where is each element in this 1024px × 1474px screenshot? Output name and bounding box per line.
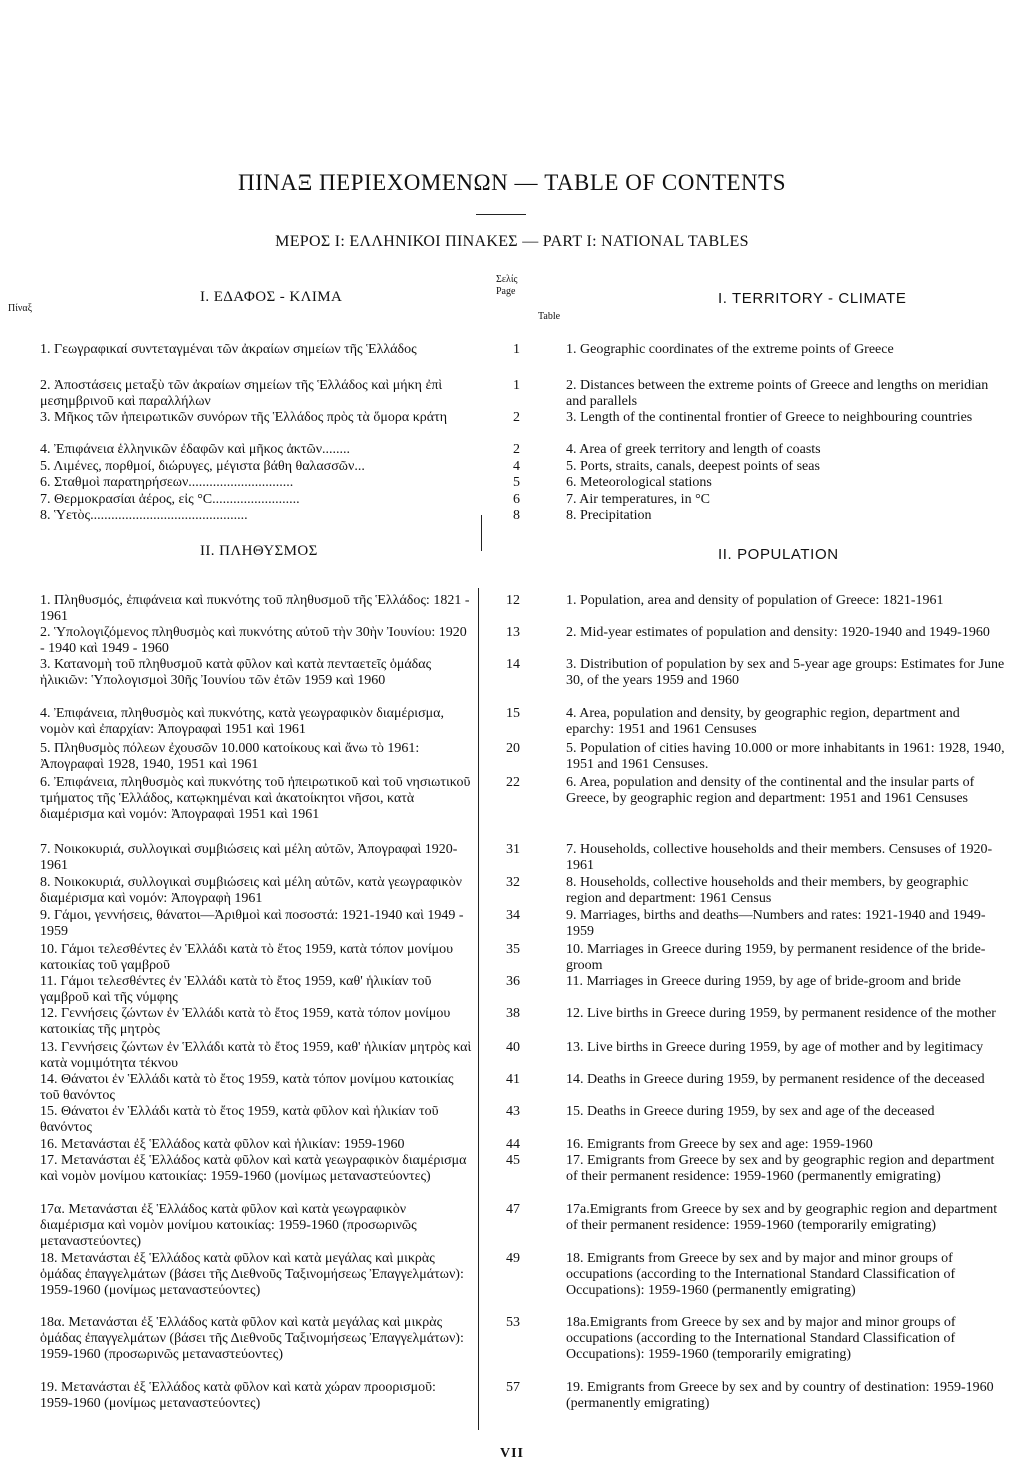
toc-entry-greek: 3. Μῆκος τῶν ἠπειρωτικῶν συνόρων τῆς Ἑλλάδος πρὸς τὰ ὅμορα κράτη	[40, 410, 448, 425]
toc-entry-page: 49	[506, 1251, 520, 1266]
toc-entry-page: 14	[506, 657, 520, 672]
toc-entry-english: 18. Emigrants from Greece by sex and by major and minor groups of occupations (according to the International Standard Classification of Occupations): 1959-1960 (permanently emigrating)	[566, 1251, 956, 1298]
toc-entry-page: 38	[506, 1006, 520, 1021]
toc-entry-greek: 7. Νοικοκυριά, συλλογικαὶ συμβιώσεις καὶ μέλη αὐτῶν, Ἀπογραφαὶ 1920-1961	[40, 842, 458, 873]
toc-entry-english: 1. Population, area and density of population of Greece: 1821-1961	[566, 593, 944, 608]
toc-entry-greek: 8. Ὑετὸς.............................................	[40, 508, 248, 523]
toc-entry-greek: 2. Ὑπολογιζόμενος πληθυσμὸς καὶ πυκνότης αὐτοῦ τὴν 30ὴν Ἰουνίου: 1920 - 1940 καὶ 1949 - 1960	[40, 625, 467, 656]
toc-entry-page: 41	[506, 1072, 520, 1087]
toc-entry-page: 8	[513, 508, 520, 523]
toc-entry-page: 22	[506, 775, 520, 790]
toc-entry-page: 44	[506, 1137, 520, 1152]
toc-entry-greek: 5. Πληθυσμὸς πόλεων ἐχουσῶν 10.000 κατοίκους καὶ ἄνω τὸ 1961: Ἀπογραφαὶ 1928, 1940, 1951 καὶ 1961	[40, 741, 420, 772]
toc-entry-english: 6. Area, population and density of the continental and the insular parts of Greece, by geographic region and department: 1951 and 1961 Censuses	[566, 775, 975, 806]
toc-entry-greek: 13. Γεννήσεις ζώντων ἐν Ἑλλάδι κατὰ τὸ ἔτος 1959, καθ' ἡλικίαν μητρὸς καὶ κατὰ νομιμότητα τέκνου	[40, 1040, 472, 1071]
toc-entry-greek: 7. Θερμοκρασίαι ἀέρος, εἰς °C.........................	[40, 492, 300, 507]
section2-heading-english: II. POPULATION	[718, 546, 839, 563]
toc-entry-greek: 19. Μετανάσται ἐξ Ἑλλάδος κατὰ φῦλον καὶ κατὰ χώραν προορισμοῦ: 1959-1960 (μονίμως μεταναστεύοντες)	[40, 1380, 436, 1411]
footer-page-number: VII	[500, 1446, 525, 1461]
toc-entry-greek: 10. Γάμοι τελεσθέντες ἐν Ἑλλάδι κατὰ τὸ ἔτος 1959, κατὰ τόπον μονίμου κατοικίας τοῦ γαμβροῦ	[40, 942, 454, 973]
toc-entry-page: 12	[506, 593, 520, 608]
toc-entry-greek: 4. Ἐπιφάνεια ἑλληνικῶν ἐδαφῶν καὶ μῆκος ἀκτῶν........	[40, 442, 351, 457]
toc-entry-greek: 17α. Μετανάσται ἐξ Ἑλλάδος κατὰ φῦλον καὶ κατὰ γεωγραφικὸν διαμέρισμα καὶ νομὸν μονίμου κατοικίας: 1959-1960 (προσωρινῶς μεταναστεύοντες)	[40, 1202, 417, 1249]
toc-entry-page: 47	[506, 1202, 520, 1217]
toc-entry-english: 8. Precipitation	[566, 508, 652, 523]
toc-entry-page: 5	[513, 475, 520, 490]
column-header-greek-table: Πίναξ	[8, 303, 33, 314]
toc-entry-page: 34	[506, 908, 520, 923]
column-header-page-english: Page	[496, 286, 516, 297]
toc-entry-greek: 18. Μετανάσται ἐξ Ἑλλάδος κατὰ φῦλον καὶ κατὰ μεγάλας καὶ μικρὰς ὁμάδας ἐπαγγελμάτων (βάσει τῆς Διεθνοῦς Ταξινομήσεως Ἐπαγγελμάτων): 1959-1960 (μονίμως μεταναστεύοντες)	[40, 1251, 464, 1298]
toc-entry-english: 13. Live births in Greece during 1959, by age of mother and by legitimacy	[566, 1040, 984, 1055]
toc-entry-english: 7. Air temperatures, in °C	[566, 492, 711, 507]
toc-entry-greek: 6. Ἐπιφάνεια, πληθυσμὸς καὶ πυκνότης τοῦ ἠπειρωτικοῦ καὶ τοῦ νησιωτικοῦ τμήματος τῆς Ἑλλάδος, κατῳκημέναι καὶ ἀκατοίκητοι νῆσοι, κατὰ διαμέρισμα καὶ νομόν: Ἀπογραφαὶ 1951 καὶ 1961	[40, 775, 471, 822]
toc-entry-page: 35	[506, 942, 520, 957]
toc-entry-english: 4. Area of greek territory and length of coasts	[566, 442, 821, 457]
toc-entry-greek: 6. Σταθμοὶ παρατηρήσεων..............................	[40, 475, 294, 490]
toc-entry-page: 43	[506, 1104, 520, 1119]
toc-entry-english: 1. Geographic coordinates of the extreme points of Greece	[566, 342, 894, 357]
toc-entry-greek: 9. Γάμοι, γεννήσεις, θάνατοι—Ἀριθμοὶ καὶ ποσοστά: 1921-1940 καὶ 1949 - 1959	[40, 908, 464, 939]
section1-heading-greek: I. ΕΔΑΦΟΣ - ΚΛΙΜΑ	[200, 289, 343, 305]
toc-entry-page: 36	[506, 974, 520, 989]
toc-entry-english: 19. Emigrants from Greece by sex and by country of destination: 1959-1960 (permanently emigrating)	[566, 1380, 994, 1411]
toc-entry-page: 20	[506, 741, 520, 756]
toc-entry-page: 2	[513, 410, 520, 425]
toc-entry-greek: 2. Ἀποστάσεις μεταξὺ τῶν ἀκραίων σημείων τῆς Ἑλλάδος καὶ μήκη ἐπὶ μεσημβρινοῦ καὶ παραλλήλων	[40, 378, 443, 409]
toc-entry-page: 40	[506, 1040, 520, 1055]
toc-entry-page: 45	[506, 1153, 520, 1168]
toc-entry-english: 17. Emigrants from Greece by sex and by geographic region and department of their permanent residence: 1959-1960 (permanently emigrating)	[566, 1153, 995, 1184]
toc-entry-english: 5. Population of cities having 10.000 or more inhabitants in 1961: 1928, 1940, 1951 and 1961 Censuses.	[566, 741, 1005, 772]
toc-entry-page: 1	[513, 378, 520, 393]
toc-entry-english: 3. Distribution of population by sex and 5-year age groups: Estimates for June 30, of the years 1959 and 1960	[566, 657, 1005, 688]
toc-entry-page: 1	[513, 342, 520, 357]
toc-entry-english: 7. Households, collective households and their members. Censuses of 1920-1961	[566, 842, 993, 873]
toc-entry-greek: 18α. Μετανάσται ἐξ Ἑλλάδος κατὰ φῦλον καὶ κατὰ μεγάλας καὶ μικρὰς ὁμάδας ἐπαγγελμάτων (βάσει τῆς Διεθνοῦς Ταξινομήσεως Ἐπαγγελμάτων): 1959-1960 (προσωρινῶς μεταναστεύοντες)	[40, 1315, 464, 1362]
column-divider	[478, 588, 479, 1430]
toc-entry-greek: 4. Ἐπιφάνεια, πληθυσμὸς καὶ πυκνότης, κατὰ γεωγραφικὸν διαμέρισμα, νομὸν καὶ ἐπαρχίαν: Ἀπογραφαὶ 1951 καὶ 1961	[40, 706, 444, 737]
column-divider	[481, 515, 482, 551]
toc-entry-page: 2	[513, 442, 520, 457]
toc-entry-english: 15. Deaths in Greece during 1959, by sex and age of the deceased	[566, 1104, 935, 1119]
toc-entry-english: 4. Area, population and density, by geographic region, department and eparchy: 1951 and 1961 Censuses	[566, 706, 960, 737]
toc-entry-greek: 1. Γεωγραφικαί συντεταγμέναι τῶν ἀκραίων σημείων τῆς Ἑλλάδος	[40, 342, 417, 357]
toc-entry-page: 15	[506, 706, 520, 721]
toc-entry-greek: 12. Γεννήσεις ζώντων ἐν Ἑλλάδι κατὰ τὸ ἔτος 1959, κατὰ τόπον μονίμου κατοικίας τῆς μητρὸς	[40, 1006, 451, 1037]
toc-entry-greek: 14. Θάνατοι ἐν Ἑλλάδι κατὰ τὸ ἔτος 1959, κατὰ τόπον μονίμου κατοικίας τοῦ θανόντος	[40, 1072, 454, 1103]
toc-entry-english: 12. Live births in Greece during 1959, by permanent residence of the mother	[566, 1006, 996, 1021]
title-rule	[476, 214, 526, 215]
toc-entry-page: 57	[506, 1380, 520, 1395]
toc-entry-page: 6	[513, 492, 520, 507]
toc-entry-page: 53	[506, 1315, 520, 1330]
page-title: ΠΙΝΑΞ ΠΕΡΙΕΧΟΜΕΝΩΝ — TABLE OF CONTENTS	[238, 170, 786, 195]
toc-entry-english: 2. Mid-year estimates of population and density: 1920-1940 and 1949-1960	[566, 625, 990, 640]
toc-entry-english: 2. Distances between the extreme points of Greece and lengths on meridian and parallels	[566, 378, 989, 409]
column-header-page-greek: Σελίς	[496, 274, 518, 285]
toc-entry-greek: 3. Κατανομὴ τοῦ πληθυσμοῦ κατὰ φῦλον καὶ κατὰ πενταετεῖς ὁμάδας ἡλικιῶν: Ὑπολογισμοὶ 30ῆς Ἰουνίου τῶν ἐτῶν 1959 καὶ 1960	[40, 657, 432, 688]
toc-entry-english: 16. Emigrants from Greece by sex and age: 1959-1960	[566, 1137, 873, 1152]
toc-entry-greek: 1. Πληθυσμός, ἐπιφάνεια καὶ πυκνότης τοῦ πληθυσμοῦ τῆς Ἑλλάδος: 1821 - 1961	[40, 593, 470, 624]
column-header-english-table: Table	[538, 311, 561, 322]
toc-entry-english: 18a.Emigrants from Greece by sex and by major and minor groups of occupations (according to the International Standard Classification of Occupations): 1959-1960 (temporarily emigrating)	[566, 1315, 956, 1362]
toc-entry-page: 13	[506, 625, 520, 640]
toc-entry-page: 32	[506, 875, 520, 890]
toc-entry-english: 8. Households, collective households and their members, by geographic region and department: 1961 Census	[566, 875, 969, 906]
toc-entry-greek: 8. Νοικοκυριά, συλλογικαὶ συμβιώσεις καὶ μέλη αὐτῶν, κατὰ γεωγραφικὸν διαμέρισμα καὶ νομόν: Ἀπογραφὴ 1961	[40, 875, 462, 906]
toc-entry-english: 17a.Emigrants from Greece by sex and by geographic region and department of their permanent residence: 1959-1960 (temporarily emigrating)	[566, 1202, 998, 1233]
toc-entry-greek: 5. Λιμένες, πορθμοί, διώρυγες, μέγιστα βάθη θαλασσῶν...	[40, 459, 365, 474]
toc-entry-page: 31	[506, 842, 520, 857]
toc-entry-english: 10. Marriages in Greece during 1959, by permanent residence of the bride-groom	[566, 942, 986, 973]
section1-heading-english: I. TERRITORY - CLIMATE	[718, 290, 907, 307]
toc-entry-english: 6. Meteorological stations	[566, 475, 712, 490]
toc-entry-greek: 15. Θάνατοι ἐν Ἑλλάδι κατὰ τὸ ἔτος 1959, κατὰ φῦλον καὶ ἡλικίαν τοῦ θανόντος	[40, 1104, 439, 1135]
part-heading: ΜΕΡΟΣ Ι: ΕΛΛΗΝΙΚΟΙ ΠΙΝΑΚΕΣ — PART I: NATIONAL TABLES	[275, 233, 749, 250]
toc-entry-english: 3. Length of the continental frontier of Greece to neighbouring countries	[566, 410, 973, 425]
toc-entry-greek: 17. Μετανάσται ἐξ Ἑλλάδος κατὰ φῦλον καὶ κατὰ γεωγραφικὸν διαμέρισμα καὶ νομὸν μονίμου κατοικίας: 1959-1960 (μονίμως μεταναστεύοντες)	[40, 1153, 467, 1184]
toc-entry-english: 9. Marriages, births and deaths—Numbers and rates: 1921-1940 and 1949-1959	[566, 908, 986, 939]
toc-entry-english: 5. Ports, straits, canals, deepest points of seas	[566, 459, 820, 474]
toc-entry-page: 4	[513, 459, 520, 474]
toc-entry-english: 11. Marriages in Greece during 1959, by age of bride-groom and bride	[566, 974, 961, 989]
section2-heading-greek: II. ΠΛΗΘΥΣΜΟΣ	[200, 543, 318, 559]
toc-entry-english: 14. Deaths in Greece during 1959, by permanent residence of the deceased	[566, 1072, 985, 1087]
toc-entry-greek: 16. Μετανάσται ἐξ Ἑλλάδος κατὰ φῦλον καὶ ἡλικίαν: 1959-1960	[40, 1137, 405, 1152]
toc-entry-greek: 11. Γάμοι τελεσθέντες ἐν Ἑλλάδι κατὰ τὸ ἔτος 1959, καθ' ἡλικίαν τοῦ γαμβροῦ καὶ τῆς νύμφης	[40, 974, 432, 1005]
